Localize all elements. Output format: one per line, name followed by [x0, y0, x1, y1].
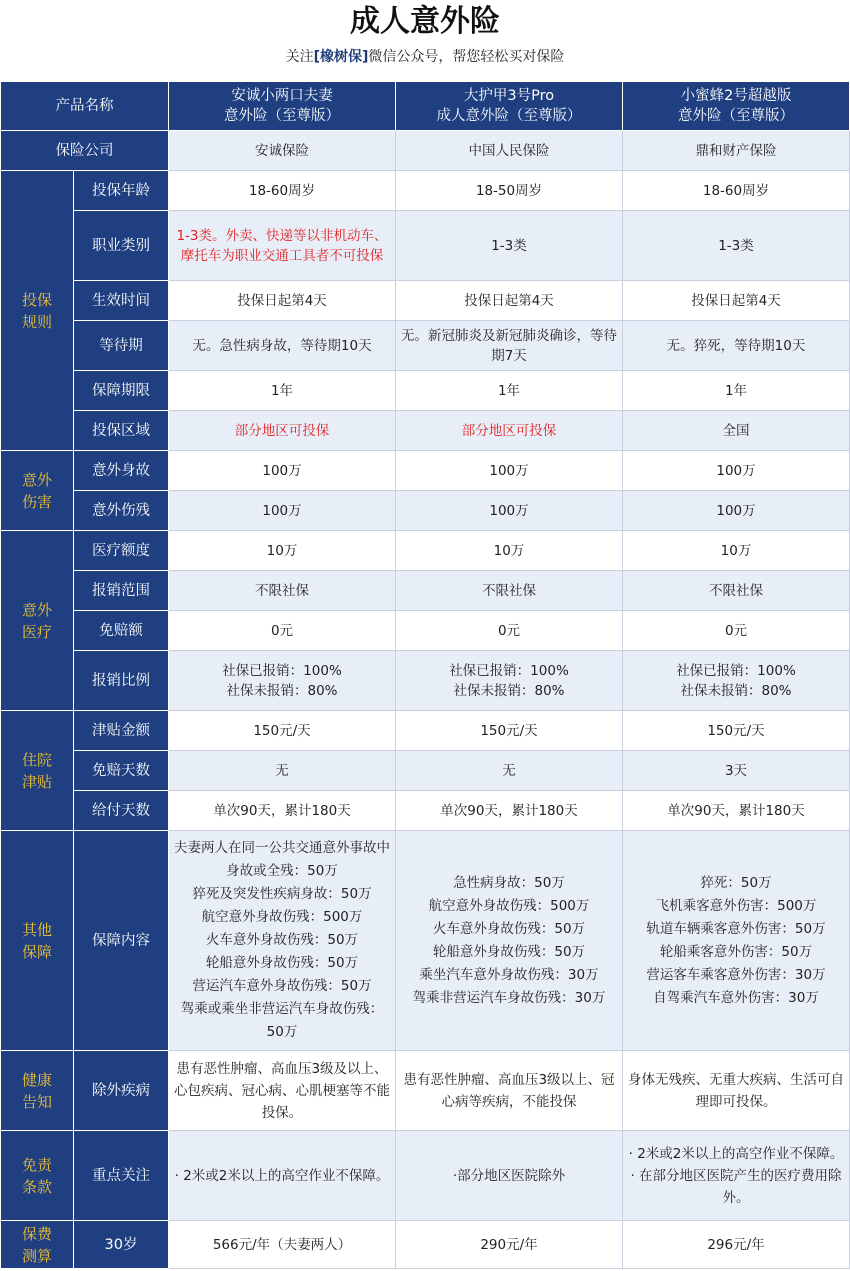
subtitle-prefix: 关注	[285, 49, 314, 65]
occupation-value-3: 1-3类	[623, 211, 850, 281]
exclusion-value-2: 患有恶性肿瘤、高血压3级以上、冠心病等疾病，不能投保	[396, 1051, 623, 1131]
ratio-label: 报销比例	[74, 651, 169, 711]
age-value-2: 18-50周岁	[396, 171, 623, 211]
region-row	[1, 411, 850, 451]
occupation-label: 职业类别	[74, 211, 169, 281]
scope-value-3: 不限社保	[623, 571, 850, 611]
allowance-label: 津贴金额	[74, 711, 169, 751]
group-rules: 投保规则	[1, 171, 74, 451]
allowance-value-1: 150元/天	[169, 711, 396, 751]
company-label: 保险公司	[1, 131, 169, 171]
deductible-value-2: 0元	[396, 611, 623, 651]
company-2: 中国人民保险	[396, 131, 623, 171]
group-medical: 意外医疗	[1, 531, 74, 711]
group-exempt: 免责条款	[1, 1131, 74, 1221]
free-days-label: 免赔天数	[74, 751, 169, 791]
deductible-value-1: 0元	[169, 611, 396, 651]
product-2-name: 大护甲3号Pro 成人意外险（至尊版）	[396, 82, 623, 131]
disability-value-1: 100万	[169, 491, 396, 531]
death-value-3: 100万	[623, 451, 850, 491]
premium-label: 30岁	[74, 1221, 169, 1269]
free-days-value-2: 无	[396, 751, 623, 791]
coverage-value-2: 急性病身故：50万 航空意外身故伤残：500万 火车意外身故伤残：50万 轮船意外身故伤残：50万 乘坐汽车意外身故伤残：30万 驾乘非营运汽车身故伤残：30万	[396, 831, 623, 1051]
effective-label: 生效时间	[74, 281, 169, 321]
product-3-name: 小蜜蜂2号超越版 意外险（至尊版）	[623, 82, 850, 131]
term-label: 保障期限	[74, 371, 169, 411]
company-1: 安诚保险	[169, 131, 396, 171]
death-row	[1, 451, 850, 491]
waiting-row	[1, 321, 850, 371]
subtitle-suffix: 微信公众号，帮您轻松买对保险	[368, 49, 565, 65]
term-value-3: 1年	[623, 371, 850, 411]
pay-days-value-1: 单次90天，累计180天	[169, 791, 396, 831]
term-value-1: 1年	[169, 371, 396, 411]
allowance-value-3: 150元/天	[623, 711, 850, 751]
free-days-value-3: 3天	[623, 751, 850, 791]
waiting-value-1: 无。急性病身故，等待期10天	[169, 321, 396, 371]
premium-value-2: 290元/年	[396, 1221, 623, 1269]
group-health: 健康告知	[1, 1051, 74, 1131]
med-amount-row	[1, 531, 850, 571]
company-3: 鼎和财产保险	[623, 131, 850, 171]
exclusion-row	[1, 1051, 850, 1131]
scope-value-1: 不限社保	[169, 571, 396, 611]
deductible-label: 免赔额	[74, 611, 169, 651]
deductible-row	[1, 611, 850, 651]
age-label: 投保年龄	[74, 171, 169, 211]
effective-row	[1, 281, 850, 321]
premium-row	[1, 1221, 850, 1269]
waiting-label: 等待期	[74, 321, 169, 371]
deductible-value-3: 0元	[623, 611, 850, 651]
premium-value-3: 296元/年	[623, 1221, 850, 1269]
group-other: 其他保障	[1, 831, 74, 1051]
focus-value-2: ·部分地区医院除外	[396, 1131, 623, 1221]
region-value-3: 全国	[623, 411, 850, 451]
age-value-3: 18-60周岁	[623, 171, 850, 211]
focus-value-3: · 2米或2米以上的高空作业不保障。 · 在部分地区医院产生的医疗费用除外。	[623, 1131, 850, 1221]
coverage-value-3: 猝死：50万 飞机乘客意外伤害：500万 轨道车辆乘客意外伤害：50万 轮船乘客意外伤害：50万 营运客车乘客意外伤害：30万 自驾乘汽车意外伤害：30万	[623, 831, 850, 1051]
term-row	[1, 371, 850, 411]
waiting-value-2: 无。新冠肺炎及新冠肺炎确诊，等待期7天	[396, 321, 623, 371]
focus-value-1: · 2米或2米以上的高空作业不保障。	[169, 1131, 396, 1221]
focus-row	[1, 1131, 850, 1221]
disability-value-3: 100万	[623, 491, 850, 531]
free-days-value-1: 无	[169, 751, 396, 791]
med-amount-value-3: 10万	[623, 531, 850, 571]
focus-label: 重点关注	[74, 1131, 169, 1221]
effective-value-1: 投保日起第4天	[169, 281, 396, 321]
free-days-row	[1, 751, 850, 791]
med-amount-label: 医疗额度	[74, 531, 169, 571]
occupation-value-1: 1-3类。外卖、快递等以非机动车、摩托车为职业交通工具者不可投保	[169, 211, 396, 281]
coverage-value-1: 夫妻两人在同一公共交通意外事故中身故或全残：50万 猝死及突发性疾病身故：50万 航空意外身故伤残：500万 火车意外身故伤残：50万 轮船意外身故伤残：50万 营运汽车意外身故伤残：50万 驾乘或乘坐非营运汽车身故伤残：50万	[169, 831, 396, 1051]
occupation-value-2: 1-3类	[396, 211, 623, 281]
allowance-value-2: 150元/天	[396, 711, 623, 751]
exclusion-value-1: 患有恶性肿瘤、高血压3级及以上、心包疾病、冠心病、心肌梗塞等不能投保。	[169, 1051, 396, 1131]
term-value-2: 1年	[396, 371, 623, 411]
coverage-label: 保障内容	[74, 831, 169, 1051]
page-subtitle	[0, 44, 850, 74]
group-injury: 意外伤害	[1, 451, 74, 531]
exclusion-label: 除外疾病	[74, 1051, 169, 1131]
region-label: 投保区域	[74, 411, 169, 451]
ratio-value-2: 社保已报销：100% 社保未报销：80%	[396, 651, 623, 711]
group-premium: 保费测算	[1, 1221, 74, 1269]
comparison-table	[0, 81, 850, 1269]
product-name-row	[1, 82, 850, 131]
company-row	[1, 131, 850, 171]
ratio-row	[1, 651, 850, 711]
death-value-2: 100万	[396, 451, 623, 491]
brand-name: [橡树保]	[313, 49, 369, 65]
product-1-name: 安诚小两口夫妻 意外险（至尊版）	[169, 82, 396, 131]
product-name-label: 产品名称	[1, 82, 169, 131]
pay-days-label: 给付天数	[74, 791, 169, 831]
death-value-1: 100万	[169, 451, 396, 491]
region-value-1: 部分地区可投保	[169, 411, 396, 451]
ratio-value-1: 社保已报销：100% 社保未报销：80%	[169, 651, 396, 711]
death-label: 意外身故	[74, 451, 169, 491]
pay-days-row	[1, 791, 850, 831]
age-row	[1, 171, 850, 211]
age-value-1: 18-60周岁	[169, 171, 396, 211]
exclusion-value-3: 身体无残疾、无重大疾病、生活可自理即可投保。	[623, 1051, 850, 1131]
scope-row	[1, 571, 850, 611]
coverage-row	[1, 831, 850, 1051]
pay-days-value-2: 单次90天，累计180天	[396, 791, 623, 831]
effective-value-2: 投保日起第4天	[396, 281, 623, 321]
disability-row	[1, 491, 850, 531]
scope-value-2: 不限社保	[396, 571, 623, 611]
effective-value-3: 投保日起第4天	[623, 281, 850, 321]
page-title: 成人意外险	[350, 4, 500, 39]
ratio-value-3: 社保已报销：100% 社保未报销：80%	[623, 651, 850, 711]
scope-label: 报销范围	[74, 571, 169, 611]
allowance-row	[1, 711, 850, 751]
med-amount-value-2: 10万	[396, 531, 623, 571]
pay-days-value-3: 单次90天，累计180天	[623, 791, 850, 831]
occupation-row	[1, 211, 850, 281]
group-hospital: 住院津贴	[1, 711, 74, 831]
region-value-2: 部分地区可投保	[396, 411, 623, 451]
waiting-value-3: 无。猝死，等待期10天	[623, 321, 850, 371]
med-amount-value-1: 10万	[169, 531, 396, 571]
premium-value-1: 566元/年（夫妻两人）	[169, 1221, 396, 1269]
disability-label: 意外伤残	[74, 491, 169, 531]
disability-value-2: 100万	[396, 491, 623, 531]
